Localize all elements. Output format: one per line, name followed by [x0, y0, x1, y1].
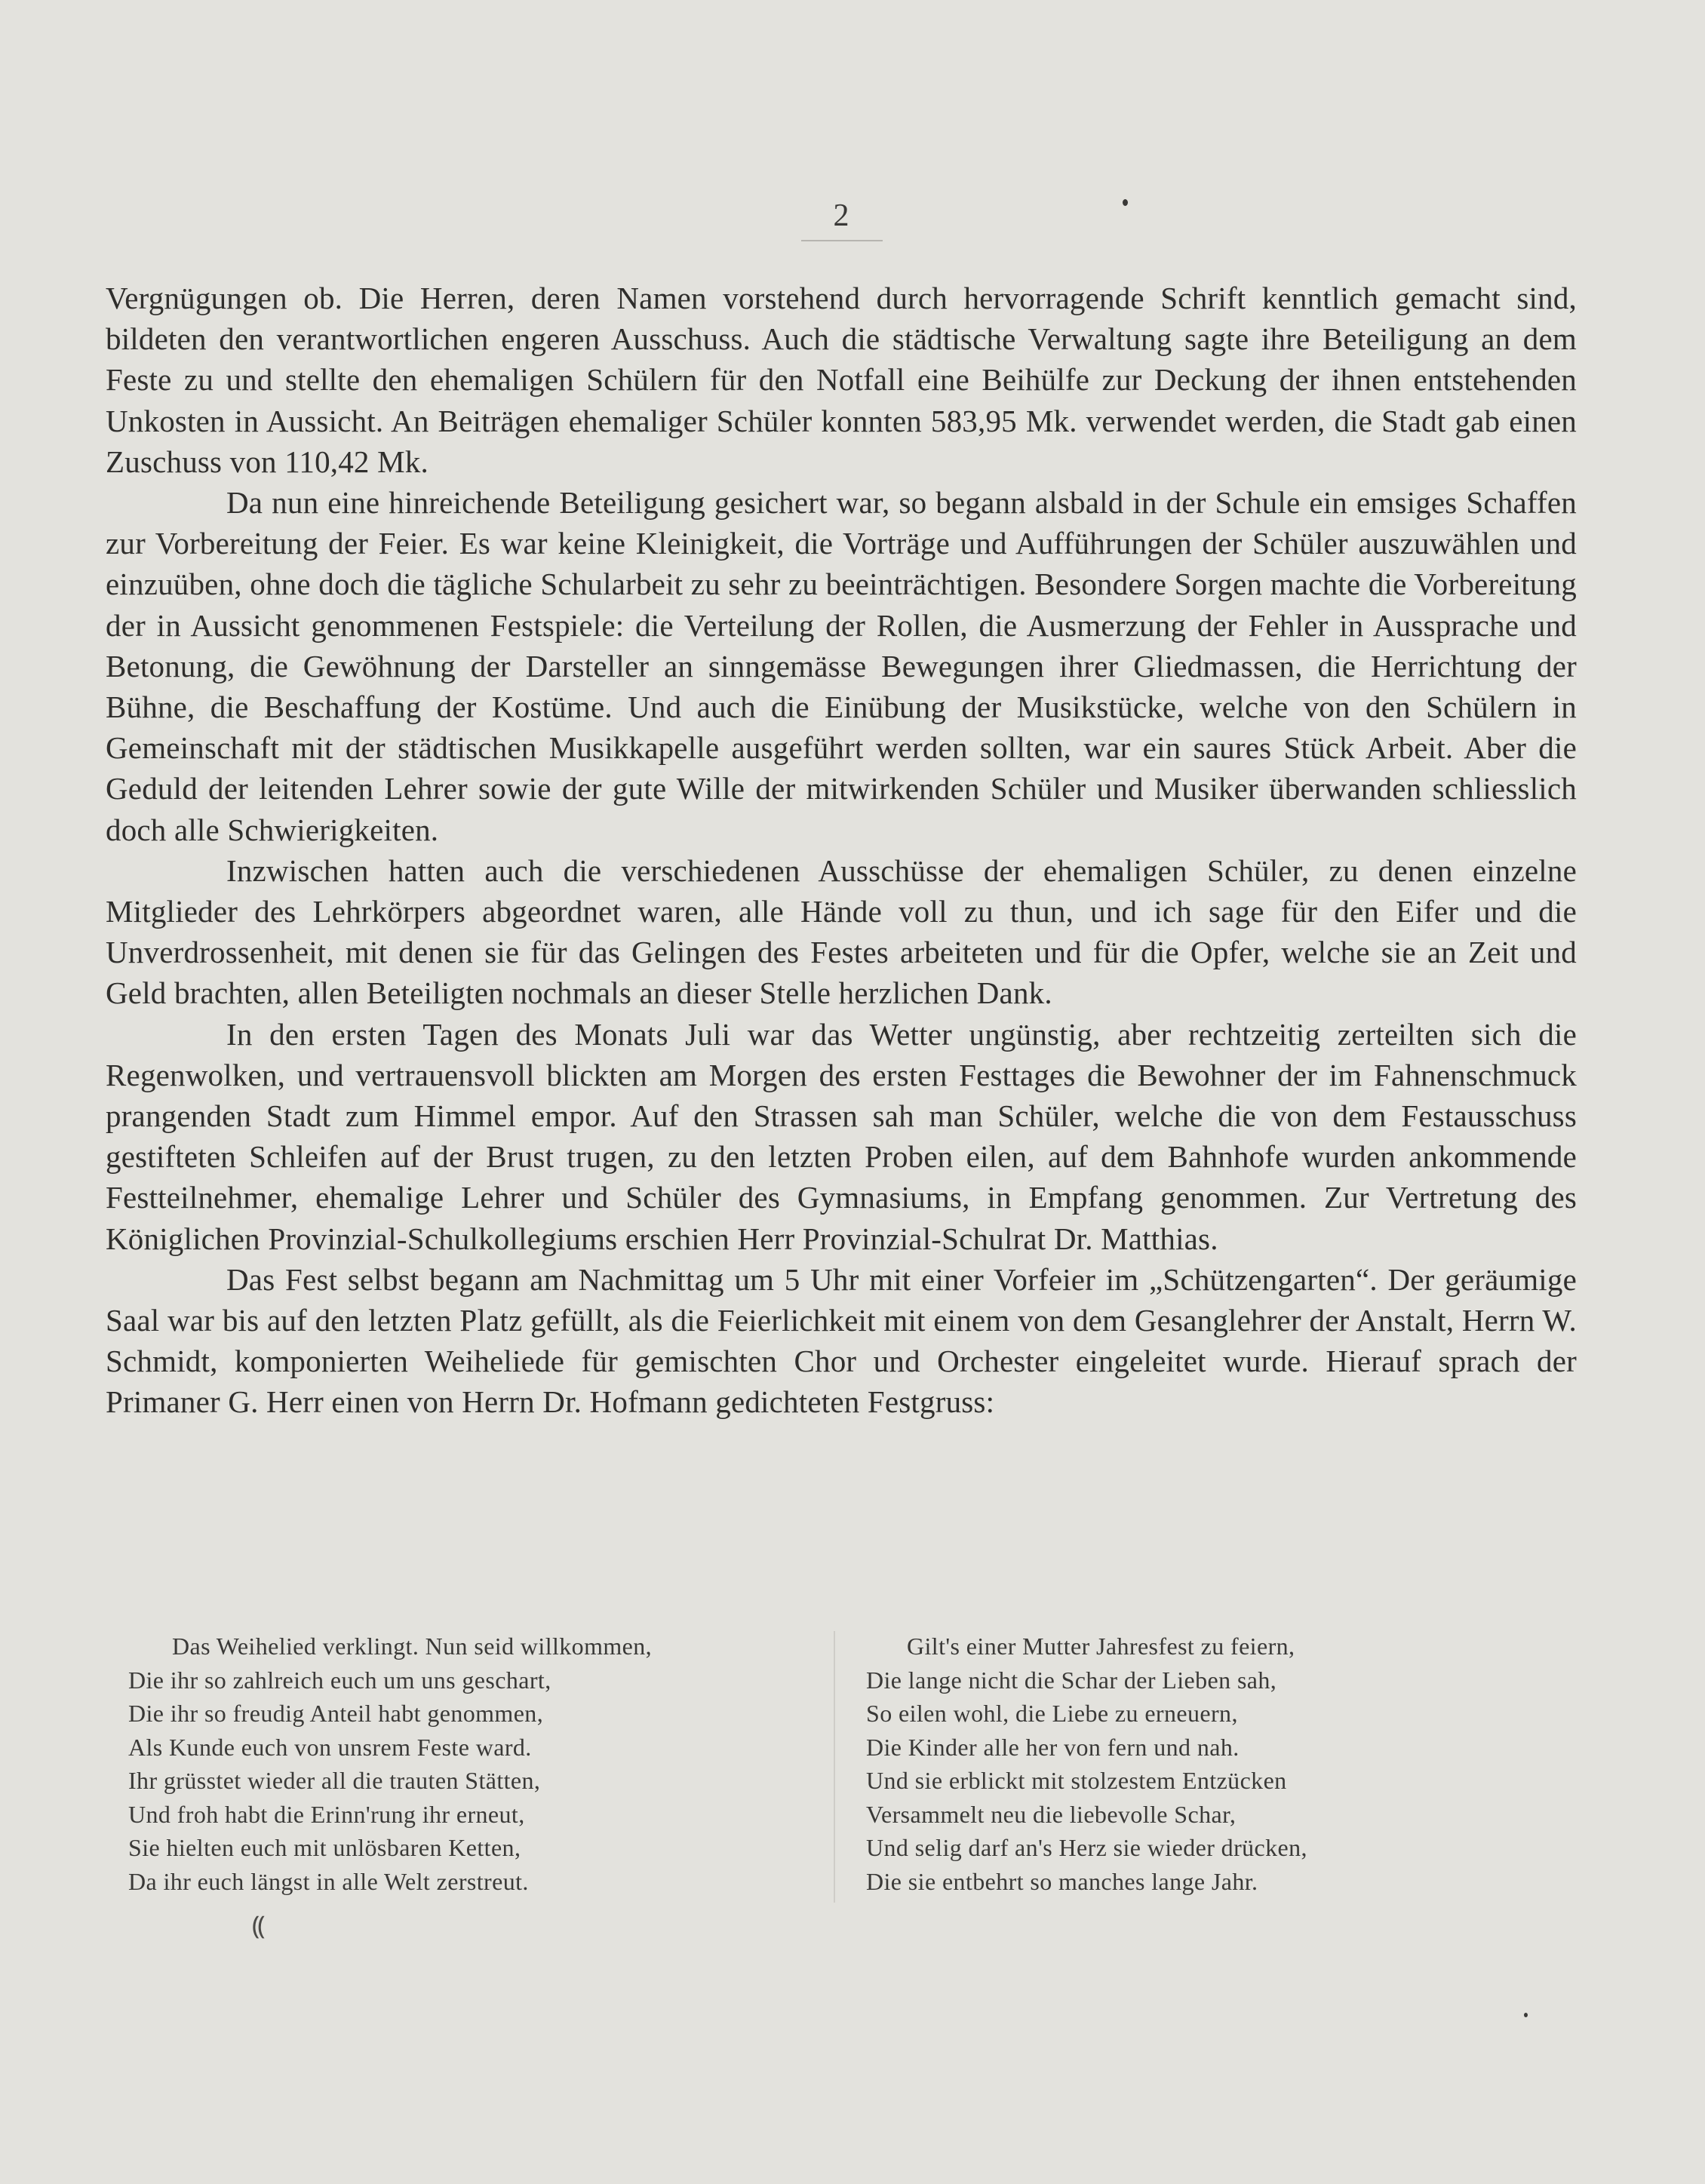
poem-line: Sie hielten euch mit unlösbaren Ketten,: [128, 1834, 521, 1861]
ink-speck: [1524, 2013, 1528, 2017]
page-number-rule: [801, 240, 883, 241]
poem-line: Und selig darf an's Herz sie wieder drücken,: [866, 1834, 1307, 1861]
poem-left-stanza: [128, 1630, 652, 1898]
page-number: 2: [833, 198, 849, 233]
poem-line: Die Kinder alle her von fern und nah.: [866, 1733, 1240, 1761]
poem-line: So eilen wohl, die Liebe zu erneuern,: [866, 1700, 1238, 1727]
body-text: [106, 278, 1577, 1423]
poem-column-divider: [834, 1631, 835, 1903]
poem-line: Da ihr euch längst in alle Welt zerstreut.: [128, 1867, 529, 1895]
poem-line: Gilt's einer Mutter Jahresfest zu feiern,: [907, 1633, 1295, 1660]
catchword-mark-icon: ⸨: [252, 1912, 266, 1940]
paragraph-4: In den ersten Tagen des Monats Juli war das Wetter ungünstig, aber rechtzeitig zerteilten sich die Regenwolken, und vertrauensvoll blickten am Morgen des ersten Festtages die Bewohner der im Fahnenschmuck prangenden Stadt zum Himmel empor. Auf den Strassen sah man Schüler, welche die von dem Festausschuss gestifteten Schleifen auf der Brust trugen, zu den letzten Proben eilen, auf dem Bahnhofe wurden ankommende Festteilnehmer, ehemalige Lehrer und Schüler des Gymnasiums, in Empfang genommen. Zur Vertretung des Königlichen Provinzial-Schulkollegiums erschien Herr Provinzial-Schulrat Dr. Matthias.: [106, 1016, 1577, 1256]
poem-line: Die lange nicht die Schar der Lieben sah,: [866, 1666, 1277, 1694]
poem-line: Und sie erblickt mit stolzestem Entzücken: [866, 1767, 1287, 1794]
ink-speck: [1123, 199, 1128, 206]
poem-line: Das Weihelied verklingt. Nun seid willkommen,: [172, 1633, 653, 1660]
poem-line: Als Kunde euch von unsrem Feste ward.: [128, 1733, 532, 1761]
poem-line: Ihr grüsstet wieder all die trauten Stätten,: [128, 1767, 541, 1794]
paragraph-1: Vergnügungen ob. Die Herren, deren Namen vorstehend durch hervorragende Schrift kenntlich gemacht sind, bildeten den verantwortlichen engeren Ausschuss. Auch die städtische Verwaltung sagte ihre Beteiligung an dem Feste zu und stellte den ehemaligen Schülern für den Notfall eine Beihülfe zur Deckung der ihnen entstehenden Unkosten in Aussicht. An Beiträgen ehemaliger Schüler konnten 583,95 Mk. verwendet werden, die Stadt gab einen Zuschuss von 110,42 Mk.: [106, 281, 1577, 479]
paragraph-3: Inzwischen hatten auch die verschiedenen Ausschüsse der ehemaligen Schüler, zu denen einzelne Mitglieder des Lehrkörpers abgeordnet waren, alle Hände voll zu thun, und ich sage für den Eifer und die Unverdrossenheit, mit denen sie für das Gelingen des Festes arbeiteten und für die Opfer, welche sie an Zeit und Geld brachten, allen Beteiligten nochmals an dieser Stelle herzlichen Dank.: [106, 852, 1577, 1011]
poem-right-stanza: [866, 1630, 1307, 1898]
poem-line: Die ihr so freudig Anteil habt genommen,: [128, 1700, 544, 1727]
poem-line: Versammelt neu die liebevolle Schar,: [866, 1800, 1237, 1828]
paragraph-2: Da nun eine hinreichende Beteiligung gesichert war, so begann alsbald in der Schule ein emsiges Schaffen zur Vorbereitung der Feier. Es war keine Kleinigkeit, die Vorträge und Aufführungen der Schüler auszuwählen und einzuüben, ohne doch die tägliche Schularbeit zu sehr zu beeinträchtigen. Besondere Sorgen machte die Vorbereitung der in Aussicht genommenen Festspiele: die Verteilung der Rollen, die Ausmerzung der Fehler in Aussprache und Betonung, die Gewöhnung der Darsteller an sinngemässe Bewegungen ihrer Gliedmassen, die Herrichtung der Bühne, die Beschaffung der Kostüme. Und auch die Einübung der Musikstücke, welche von den Schülern in Gemeinschaft mit der städtischen Musikkapelle ausgeführt werden sollten, war ein saures Stück Arbeit. Aber die Geduld der leitenden Lehrer sowie der gute Wille der mitwirkenden Schüler und Musiker überwanden schliesslich doch alle Schwierigkeiten.: [106, 485, 1577, 847]
poem-line: Und froh habt die Erinn'rung ihr erneut,: [128, 1800, 525, 1828]
paragraph-5: Das Fest selbst begann am Nachmittag um 5 Uhr mit einer Vorfeier im „Schützengarten“. Der geräumige Saal war bis auf den letzten Platz gefüllt, als die Feierlichkeit mit einem von dem Gesanglehrer der Anstalt, Herrn W. Schmidt, komponierten Weiheliede für gemischten Chor und Orchester eingeleitet wurde. Hierauf sprach der Primaner G. Herr einen von Herrn Dr. Hofmann gedichteten Festgruss:: [106, 1261, 1577, 1420]
poem-line: Die ihr so zahlreich euch um uns geschart,: [128, 1666, 551, 1694]
poem-line: Die sie entbehrt so manches lange Jahr.: [866, 1867, 1258, 1895]
